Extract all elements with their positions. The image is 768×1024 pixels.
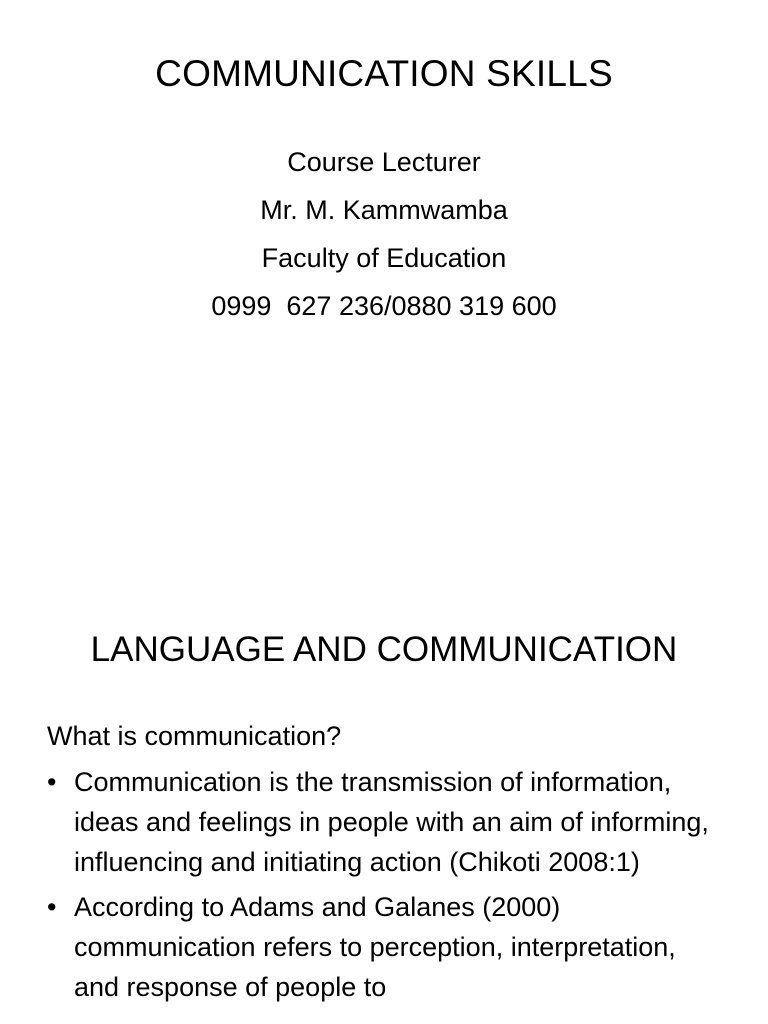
slide-1-title: COMMUNICATION SKILLS: [155, 53, 613, 94]
bullet-item: [47, 762, 727, 882]
course-lecturer-label: Course Lecturer: [287, 147, 481, 177]
question-line: What is communication?: [47, 721, 342, 751]
phone-numbers: 0999 627 236/0880 319 600: [211, 291, 557, 321]
bullet-dot-icon: •: [47, 767, 57, 797]
bullet-dot-icon: •: [47, 892, 57, 922]
faculty-name: Faculty of Education: [261, 243, 507, 273]
slide-2-title: LANGUAGE AND COMMUNICATION: [90, 630, 678, 669]
lecturer-name: Mr. M. Kammwamba: [260, 195, 508, 225]
lecturer-info: [0, 142, 768, 334]
bullet-text: Communication is the transmission of information, ideas and feelings in people with an aim of informing, influencing and initiating action (Chikoti 2008:1): [74, 767, 709, 877]
slide-2-body: [47, 716, 727, 1012]
slide-2: [0, 576, 768, 1024]
bullet-item: [47, 887, 727, 1007]
bullet-text: According to Adams and Galanes (2000) communication refers to perception, interpretation, and response of people to: [74, 892, 676, 1002]
